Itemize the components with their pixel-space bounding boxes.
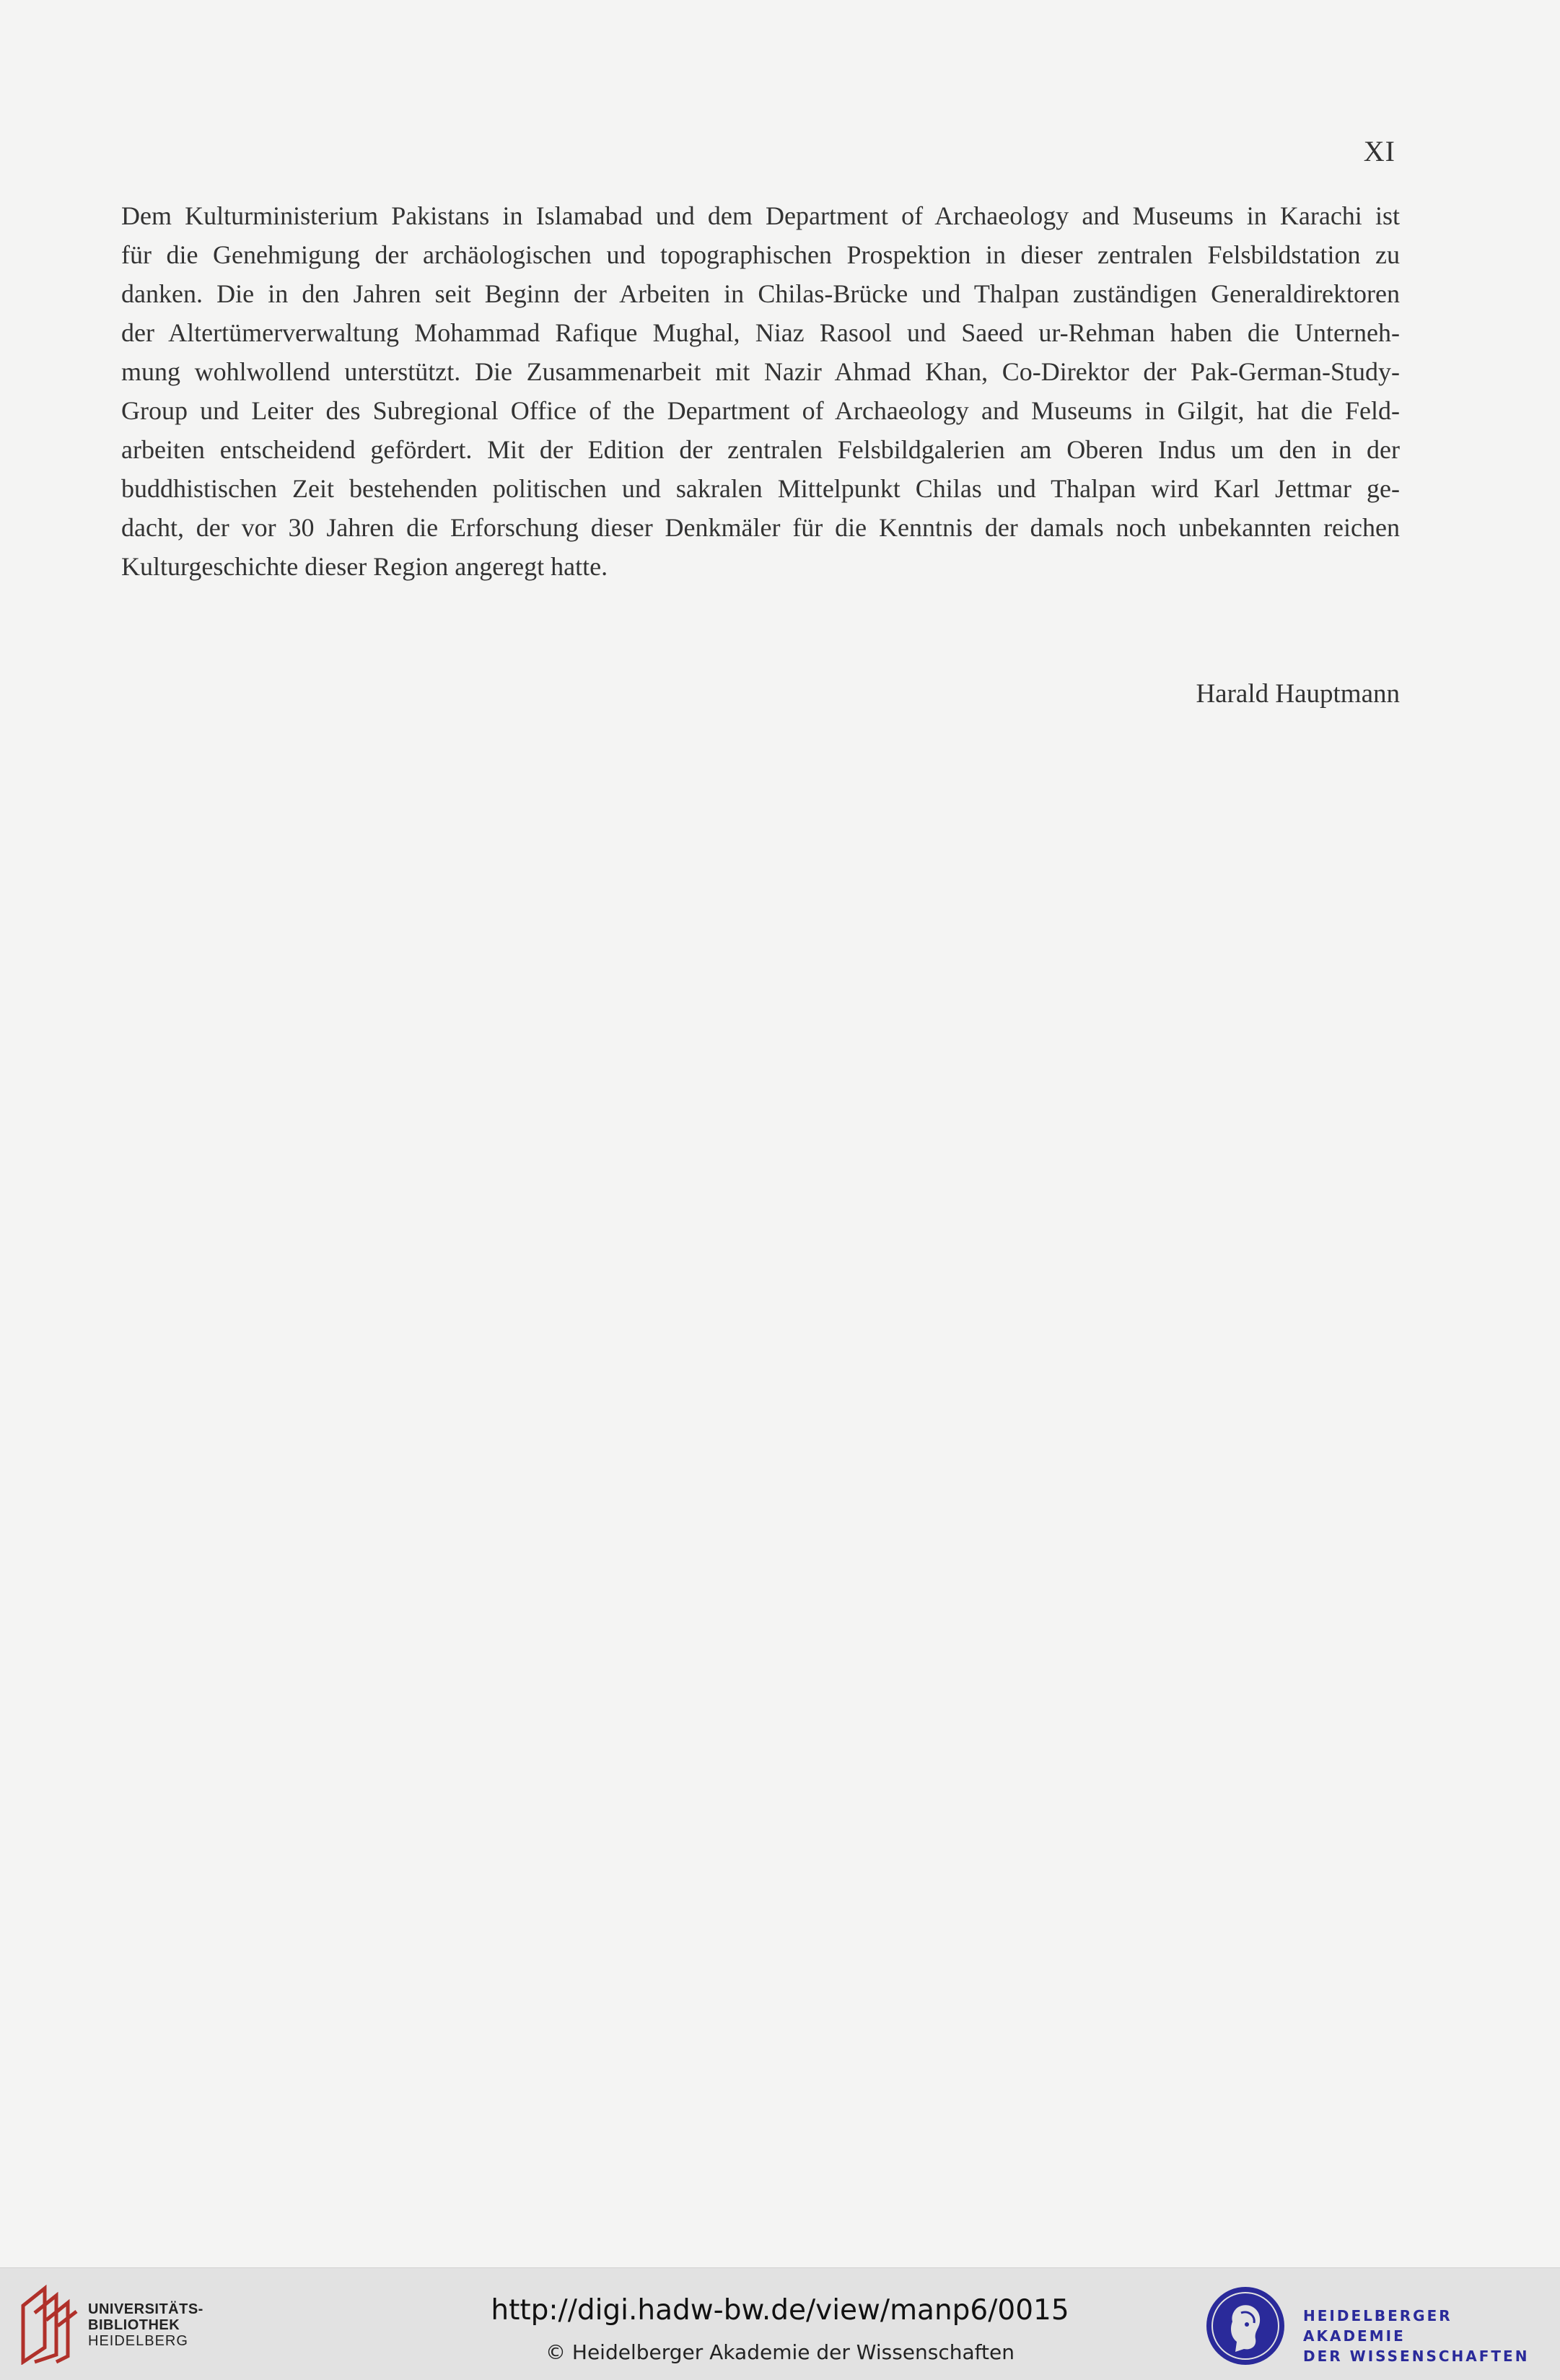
text-line: Group und Leiter des Subregional Office of the Department of Archaeology and Museums in Gilgit, hat die Feld-	[121, 396, 1400, 425]
library-name-line: HEIDELBERG	[88, 2333, 188, 2349]
library-name-line: UNIVERSITÄTS-	[88, 2301, 203, 2317]
text-line: danken. Die in den Jahren seit Beginn der Arbeiten in Chilas-Brücke und Thalpan zuständigen Generaldirektoren	[121, 279, 1400, 308]
academy-name	[1303, 2306, 1560, 2366]
page-number: XI	[1363, 135, 1395, 167]
academy-name-line: DER WISSENSCHAFTEN	[1303, 2348, 1530, 2365]
permalink-url[interactable]: http://digi.hadw-bw.de/view/manp6/0015	[491, 2294, 1069, 2327]
footer-bar	[0, 2267, 1560, 2380]
hadw-seal-icon[interactable]	[1204, 2284, 1287, 2368]
body-paragraph	[121, 196, 1400, 586]
text-line: Dem Kulturministerium Pakistans in Islamabad und dem Department of Archaeology and Museums in Karachi ist	[121, 201, 1400, 230]
text-line: Kulturgeschichte dieser Region angeregt hatte.	[121, 552, 608, 581]
text-line: buddhistischen Zeit bestehenden politischen und sakralen Mittelpunkt Chilas und Thalpan wird Karl Jettmar ge-	[121, 474, 1400, 503]
author-signature: Harald Hauptmann	[1196, 679, 1400, 709]
academy-name-line: HEIDELBERGER AKADEMIE	[1303, 2307, 1452, 2345]
text-line: für die Genehmigung der archäologischen und topographischen Prospektion in dieser zentralen Felsbildstation zu	[121, 240, 1400, 269]
text-line: arbeiten entscheidend gefördert. Mit der Edition der zentralen Felsbildgalerien am Oberen Indus um den in der	[121, 435, 1400, 464]
library-name-line: BIBLIOTHEK	[88, 2317, 180, 2333]
text-line: der Altertümerverwaltung Mohammad Rafique Mughal, Niaz Rasool und Saeed ur-Rehman haben die Unterneh-	[121, 318, 1400, 347]
text-line: dacht, der vor 30 Jahren die Erforschung dieser Denkmäler für die Kenntnis der damals noch unbekannten reichen	[121, 513, 1400, 542]
copyright-notice: © Heidelberger Akademie der Wissenschaften	[545, 2340, 1015, 2364]
text-line: mung wohlwollend unterstützt. Die Zusammenarbeit mit Nazir Ahmad Khan, Co-Direktor der Pak-German-Study-	[121, 357, 1400, 386]
